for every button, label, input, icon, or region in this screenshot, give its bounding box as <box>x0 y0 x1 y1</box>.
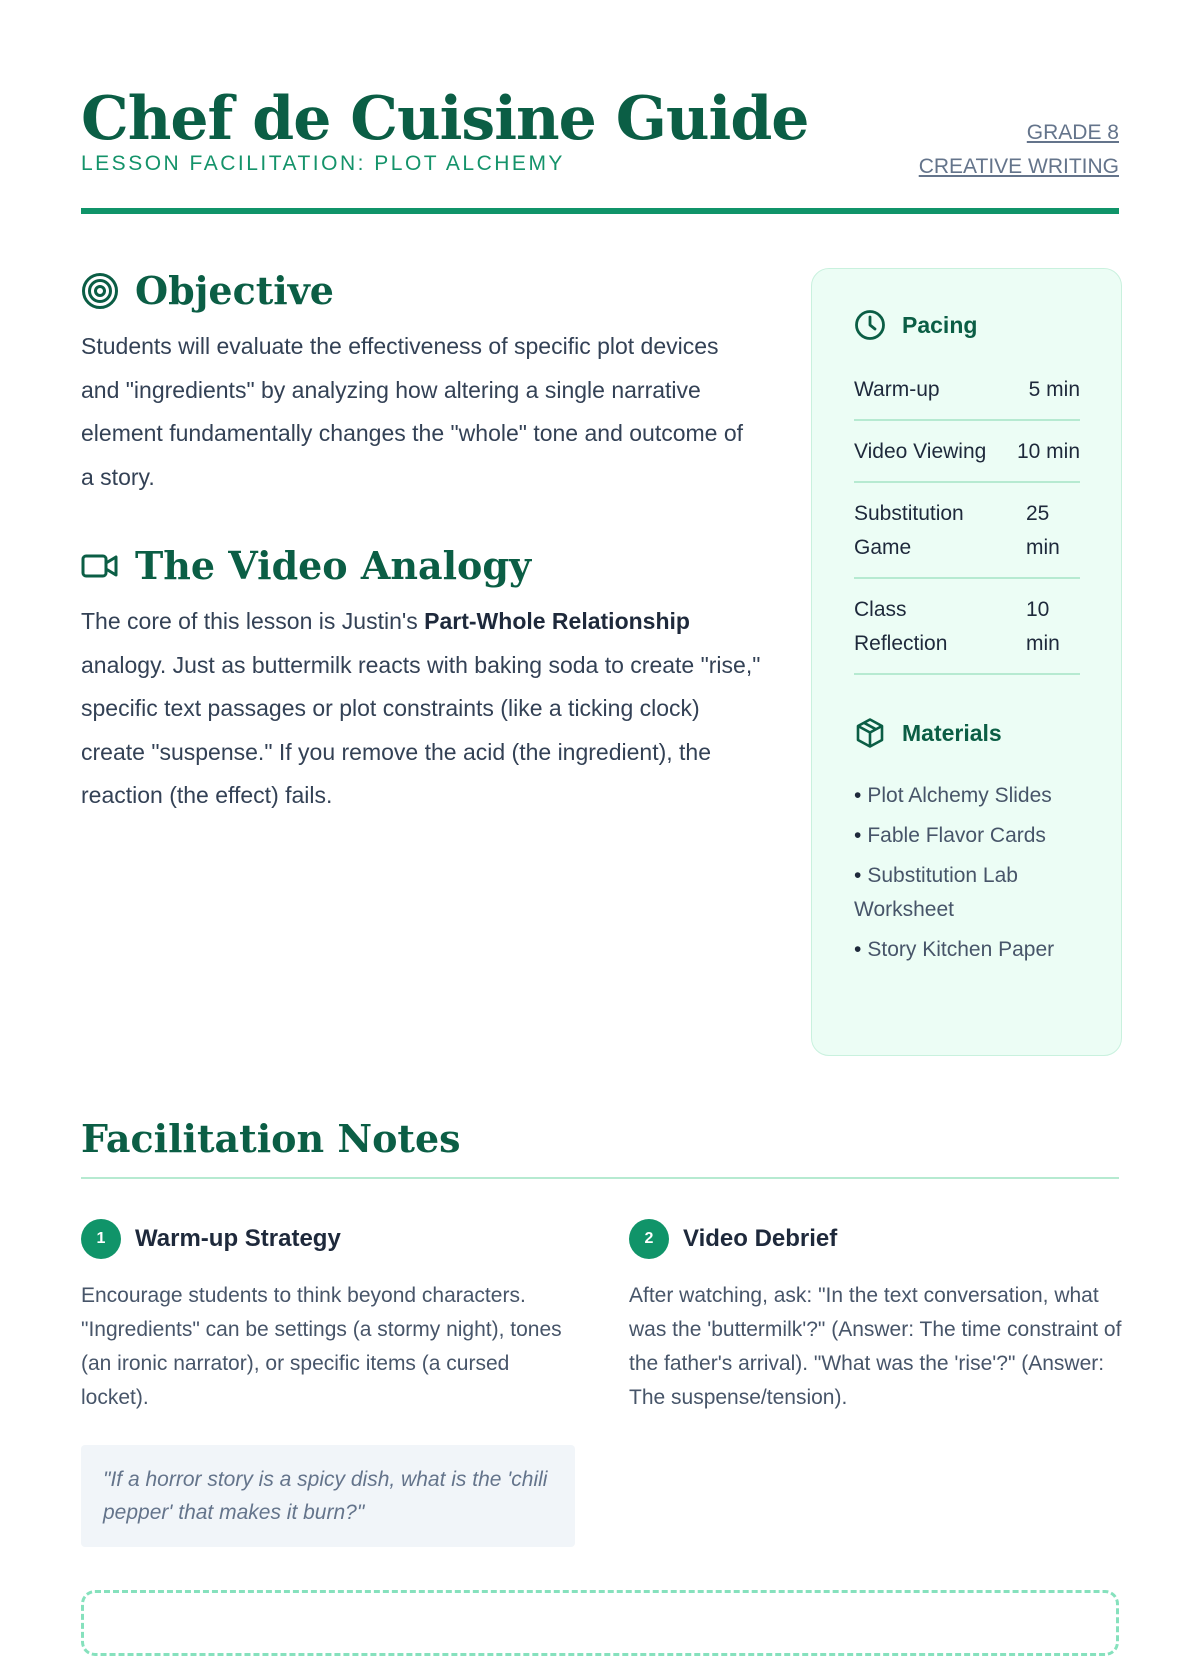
page-header <box>81 80 1119 214</box>
analogy-text-start: The core of this lesson is Justin's <box>81 608 425 634</box>
materials-item: • Fable Flavor Cards <box>854 819 1080 853</box>
objective-text: Students will evaluate the effectiveness of specific plot devices and "ingredients" by analyzing how altering a single narrative element fundamentally changes the "whole" tone and outcome of a story. <box>81 333 744 490</box>
materials-section <box>854 713 1080 967</box>
step-body: Encourage students to think beyond characters. "Ingredients" can be settings (a stormy night), tones (an ironic narrator), or specific items (a cursed locket). <box>81 1284 562 1409</box>
materials-item: • Story Kitchen Paper <box>854 933 1080 967</box>
main-content <box>81 268 761 818</box>
clock-icon <box>854 308 888 342</box>
pacing-activity: Substitution Game <box>854 502 964 559</box>
step-number-badge: 2 <box>629 1219 669 1259</box>
sidebar-panel <box>811 268 1122 1056</box>
step-number-badge: 1 <box>81 1219 121 1259</box>
pacing-row <box>854 483 1080 579</box>
pacing-activity: Video Viewing <box>854 440 987 463</box>
pacing-heading: Pacing <box>902 311 978 338</box>
header-meta <box>919 116 1119 184</box>
materials-heading: Materials <box>902 719 1002 746</box>
pacing-activity: Warm-up <box>854 378 940 401</box>
target-icon <box>81 271 121 311</box>
video-camera-icon <box>81 546 121 586</box>
pacing-duration: 10 min <box>1026 598 1060 655</box>
materials-item: • Plot Alchemy Slides <box>854 779 1080 813</box>
materials-item: • Substitution Lab Worksheet <box>854 859 1080 927</box>
analogy-heading: The Video Analogy <box>135 543 532 588</box>
pacing-activity: Class Reflection <box>854 598 948 655</box>
materials-list <box>854 779 1080 967</box>
analogy-text <box>81 600 761 818</box>
package-icon <box>854 716 888 750</box>
grade-link[interactable]: GRADE 8 <box>1026 121 1119 144</box>
pacing-row <box>854 421 1080 483</box>
pacing-list <box>854 359 1080 675</box>
page-title: Chef de Cuisine Guide <box>81 84 809 154</box>
analogy-header <box>81 543 761 588</box>
note-step-2 <box>629 1219 1123 1415</box>
step-body: After watching, ask: "In the text conversation, what was the 'buttermilk'?" (Answer: The time constraint of the father's arrival). "What was the 'rise'?" (Answer: The suspense/tension). <box>629 1284 1122 1409</box>
analogy-text-end: analogy. Just as buttermilk reacts with baking soda to create "rise," specific text passages or plot constraints (like a ticking clock) create "suspense." If you remove the acid (the ingredient), the reaction (the effect) fails. <box>81 651 761 808</box>
step-title: Warm-up Strategy <box>135 1225 341 1252</box>
pacing-row <box>854 359 1080 421</box>
pacing-duration: 5 min <box>1028 378 1080 401</box>
notes-divider <box>81 1177 1119 1179</box>
materials-header <box>854 713 1080 753</box>
step-title: Video Debrief <box>683 1225 838 1252</box>
page-subtitle: LESSON FACILITATION: PLOT ALCHEMY <box>81 152 565 175</box>
note-step-1 <box>81 1219 575 1547</box>
notes-heading: Facilitation Notes <box>81 1116 461 1161</box>
facilitation-notes <box>81 1116 1122 1524</box>
pacing-duration: 10 min <box>1016 440 1080 463</box>
pacing-duration: 25 min <box>1026 502 1060 559</box>
objective-header <box>81 268 761 313</box>
step-quote: "If a horror story is a spicy dish, what is the 'chili pepper' that makes it burn?" <box>81 1445 575 1547</box>
pacing-row <box>854 579 1080 675</box>
header-divider <box>81 208 1119 214</box>
analogy-bold-term: Part-Whole Relationship <box>424 608 690 634</box>
subject-link[interactable]: CREATIVE WRITING <box>918 155 1119 178</box>
objective-heading: Objective <box>135 268 334 313</box>
pacing-header <box>854 305 1080 345</box>
